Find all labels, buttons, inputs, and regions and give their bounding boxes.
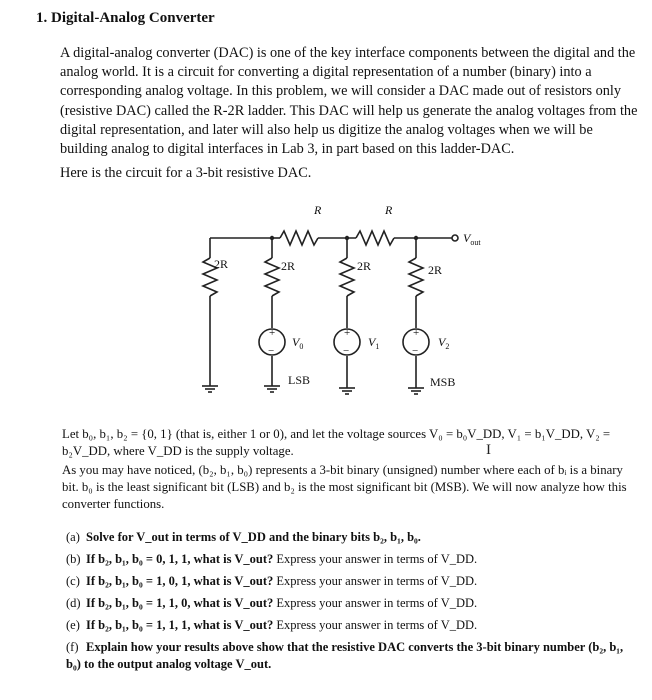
plus-sign: + — [269, 327, 276, 339]
question-list — [66, 526, 626, 673]
intro-paragraph: A digital-analog converter (DAC) is one of the key interface components between the digital and the analog world. It is a circuit for converting a digital representation of a number (binary) into a corresponding analog voltage. In this problem, we will consider a DAC made out of resistors only (resistive DAC) called the R-2R ladder. This DAC will help us generate the analog voltages from the digital representation, and later will also help us digitize the analog voltages when we will be building analog to digital interfaces in Lab 3, in part based on this ladder-DAC. — [60, 45, 638, 158]
analysis-paragraph: As you may have noticed, (b₂, b₁, b₀) represents a 3-bit binary (unsigned) number where each of bᵢ is a binary bit. b₀ is the least significant bit (LSB) and b₂ is the most significant bit (MSB). We will now analyze how this converter functions. — [62, 463, 627, 511]
label-r-2: R — [385, 203, 393, 217]
label-v0: $V_0$ — [292, 335, 304, 351]
ground-icon — [408, 388, 424, 394]
circuit-intro: Here is the circuit for a 3-bit resistive DAC. — [60, 165, 312, 181]
r2r-ladder-circuit — [180, 198, 510, 406]
question-item: (a) Solve for V_out in terms of V_DD and the binary bits b₂, b₁, b₀. — [66, 530, 421, 544]
problem-title: 1. Digital-Analog Converter — [36, 10, 215, 26]
question-item: (e) If b₂, b₁, b₀ = 1, 1, 1, what is V_out? Express your answer in terms of V_DD. — [66, 618, 478, 632]
plus-sign: + — [344, 327, 351, 339]
question-item: (b) If b₂, b₁, b₀ = 0, 1, 1, what is V_out? Express your answer in terms of V_DD. — [66, 552, 478, 566]
resistor-2r-b1 — [340, 258, 354, 296]
resistor-2r-b2 — [409, 258, 423, 296]
ground-icon — [339, 388, 355, 394]
question-item: (c) If b₂, b₁, b₀ = 1, 0, 1, what is V_out? Express your answer in terms of V_DD. — [66, 574, 478, 588]
label-2r-b0: 2R — [281, 259, 296, 273]
ground-icon — [264, 386, 280, 392]
ground-icon — [202, 386, 218, 392]
resistor-2r-b0 — [265, 258, 279, 296]
label-v1: $V_1$ — [368, 335, 380, 351]
resistor-r-1 — [280, 231, 318, 245]
label-lsb: LSB — [288, 373, 311, 387]
label-2r-b1: 2R — [357, 259, 372, 273]
definition-paragraph: Let b₀, b₁, b₂ = {0, 1} (that is, either 1 or 0), and let the voltage sources V₀ = b₀V_DD, V₁ = b₁V_DD, V₂ = b₂V_DD, where V_DD is the supply voltage. — [62, 427, 611, 458]
resistor-r-2 — [356, 231, 394, 245]
minus-sign: − — [412, 345, 419, 357]
output-terminal — [452, 235, 458, 241]
label-v2: $V_2$ — [438, 335, 450, 351]
label-r-1: R — [314, 203, 322, 217]
minus-sign: − — [343, 345, 350, 357]
question-item: (f) Explain how your results above show that the resistive DAC converts the 3-bit binary number (b₂, b₁, b₀) to the output analog voltage V_out. — [66, 640, 624, 671]
label-vout: $V_{out}$ — [463, 231, 481, 247]
label-msb: MSB — [430, 375, 456, 389]
plus-sign: + — [413, 327, 420, 339]
question-item: (d) If b₂, b₁, b₀ = 1, 1, 0, what is V_out? Express your answer in terms of V_DD. — [66, 596, 478, 610]
minus-sign: − — [268, 345, 275, 357]
label-2r-b2: 2R — [428, 263, 443, 277]
text-cursor-icon: I — [486, 442, 491, 458]
label-2r-ground: 2R — [214, 257, 229, 271]
